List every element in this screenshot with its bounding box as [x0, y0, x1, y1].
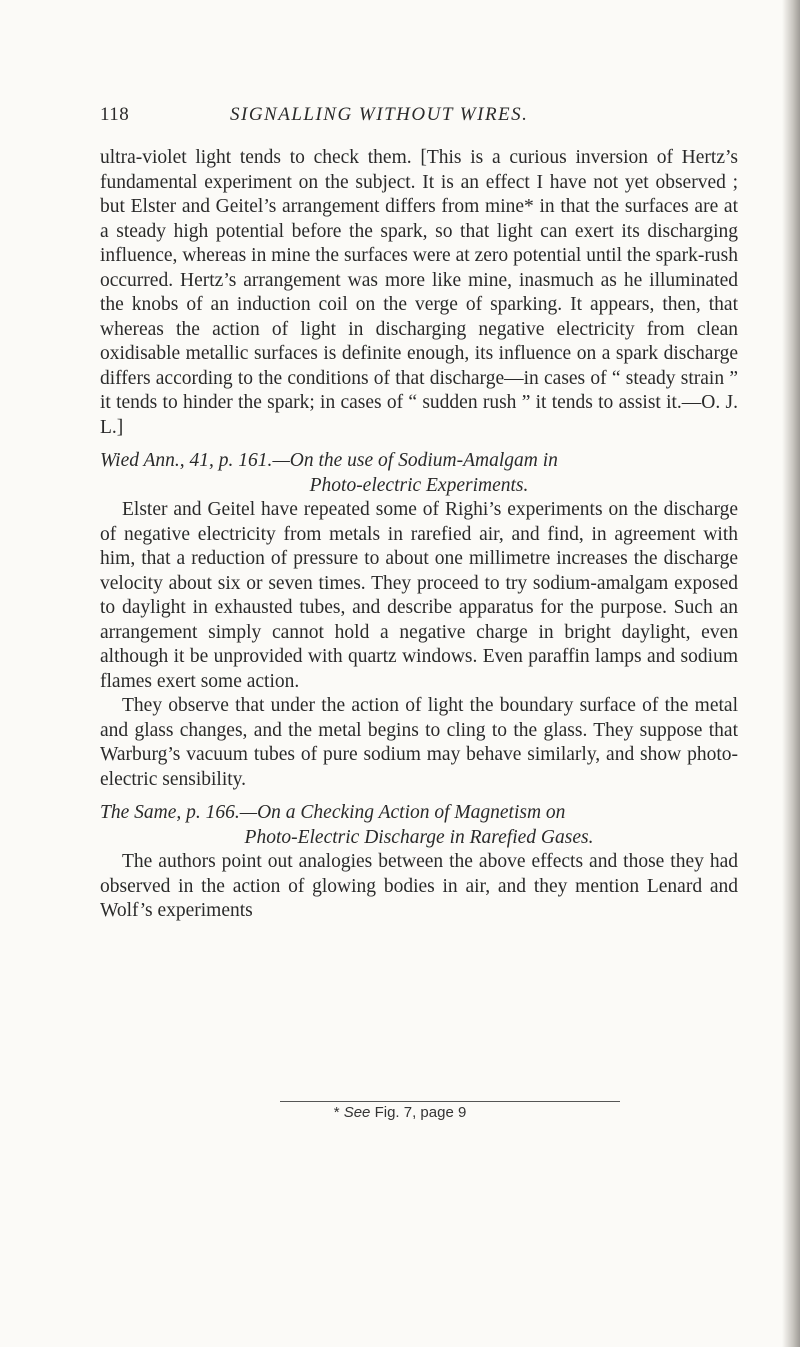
page-header [100, 104, 750, 134]
footnote-marker: * [333, 1104, 344, 1121]
reference-heading-2 [100, 801, 738, 850]
reference-title-2-line-1: —On a Checking Action of Magnetism on [239, 802, 566, 823]
body-text [100, 146, 738, 924]
running-head: SIGNALLING WITHOUT WIRES. [230, 104, 529, 125]
reference-heading-1 [100, 449, 738, 498]
reference-source-2: The Same, p. 166. [100, 802, 240, 823]
reference-title-1-line-1: —On the use of Sodium-Amalgam in [272, 450, 558, 471]
reference-title-2-line-2: Photo-Electric Discharge in Rarefied Gases. [244, 826, 594, 848]
page-number: 118 [100, 104, 130, 125]
paragraph-4: The authors point out analogies between the above effects and those they had observed in the action of glowing bodies in air, and they mention Lenard and Wolf’s experiments [100, 851, 738, 921]
paragraph-2: Elster and Geitel have repeated some of Righi’s experiments on the discharge of negative electricity from metals in rarefied air, and find, in agreement with him, that a reduction of pressure to about one millimetre increases the discharge velocity about six or seven times. They proceed to try sodium-amalgam exposed to daylight in exhausted tubes, and describe apparatus for the purpose. Such an arrangement simply cannot hold a negative charge in bright daylight, even although it be unprovided with quartz windows. Even paraffin lamps and sodium flames exert some action. [100, 499, 738, 692]
paragraph-1: ultra-violet light tends to check them. [This is a curious inversion of Hertz’s fundamental experiment on the subject. It is an effect I have not yet observed ; but Elster and Geitel’s arrangement differs from mine* in that the surfaces are at a steady high potential before the spark, so that light can exert its discharging influence, whereas in mine the surfaces were at zero potential until the spark-rush occurred. Hertz’s arrangement was more like mine, inasmuch as he illuminated the knobs of an induction coil on the verge of sparking. It appears, then, that whereas the action of light in discharging negative electricity from clean oxidisable metallic surfaces is definite enough, its influence on a spark discharge differs according to the conditions of that discharge—in cases of “ steady strain ” it tends to hinder the spark; in cases of “ sudden rush ” it tends to assist it.—O. J. L.] [100, 147, 738, 438]
footnote-text: Fig. 7, page 9 [370, 1104, 467, 1121]
reference-title-1-line-2: Photo-electric Experiments. [309, 474, 529, 496]
footnote-see: See [343, 1104, 371, 1121]
reference-source-1: Wied Ann., 41, p. 161. [100, 450, 273, 471]
footnote-rule [280, 1101, 620, 1102]
footnote [0, 1104, 800, 1121]
page-edge-shadow [782, 0, 800, 1347]
paragraph-3: They observe that under the action of light the boundary surface of the metal and glass changes, and the metal begins to cling to the glass. They suppose that Warburg’s vacuum tubes of pure sodium may behave similarly, and show photo-electric sensibility. [100, 695, 738, 790]
